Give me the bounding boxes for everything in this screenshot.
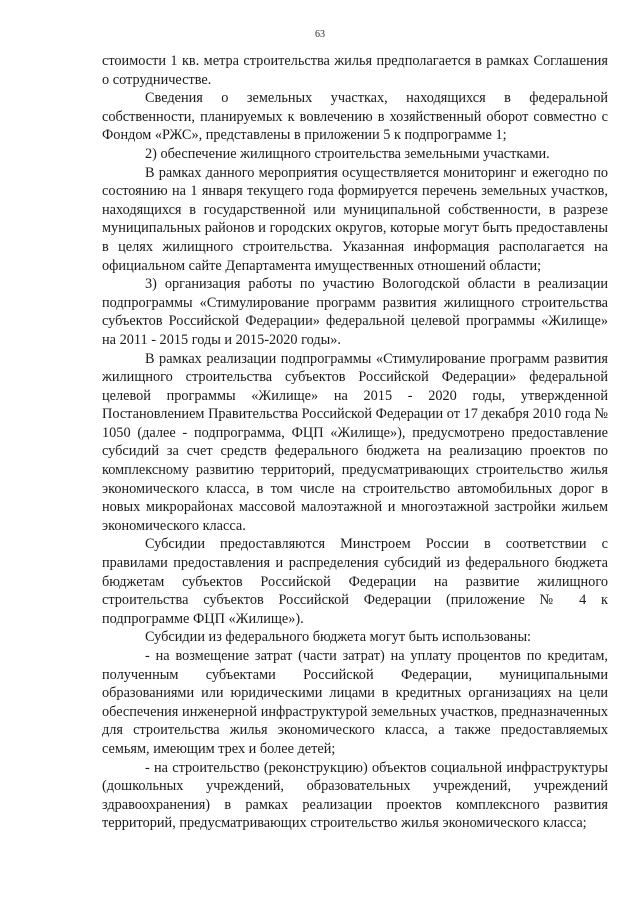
paragraph-8: Субсидии из федерального бюджета могут быть использованы: [145,629,532,646]
paragraph-2: Сведения о земельных участках, находящихся в федеральной собственности, планируемых к вовлечению в хозяйственный оборот совместно с Фондом «РЖС», представлены в приложении 5 к подпрограмме 1; [102,90,608,144]
paragraph-7: Субсидии предоставляются Минстроем России в соответствии с правилами предоставления и распределения субсидий из федерального бюджета бюджетам субъектов Российской Федерации на развитие жилищного строительства субъектов Российской Федерации (приложение № 4 к подпрограмме ФЦП «Жилище»). [102,536,608,627]
paragraph-6: В рамках реализации подпрограммы «Стимулирование программ развития жилищного строительства субъектов Российской Федерации» федеральной целевой программы «Жилище» на 2015 - 2020 годы, утвержденной Постановлением Правительства Российской Федерации от 17 декабря 2010 года № 1050 (далее - подпрограмма, ФЦП «Жилище»), предусмотрено предоставление субсидий за счет средств федерального бюджета на реализацию проектов по комплексному развитию территорий, предусматривающих строительство жилья экономического класса, в том числе на строительство автомобильных дорог в новых микрорайонах массовой малоэтажной и многоэтажной застройки жильем экономического класса. [102,350,608,534]
page-number: 63 [315,29,325,40]
paragraph-1: стоимости 1 кв. метра строительства жилья предполагается в рамках Соглашения о сотрудничестве. [102,53,608,88]
paragraph-4: В рамках данного мероприятия осуществляется мониторинг и ежегодно по состоянию на 1 января текущего года формируется перечень земельных участков, находящихся в государственной или муниципальной собственности, в разрезе муниципальных районов и городских округов, которые могут быть предоставлены в целях жилищного строительства. Указанная информация располагается на официальном сайте Департамента имущественных отношений области; [102,164,608,274]
paragraph-3: 2) обеспечение жилищного строительства земельными участками. [145,145,550,162]
paragraph-10: - на строительство (реконструкцию) объектов социальной инфраструктуры (дошкольных учреждений, образовательных учреждений, учреждений здравоохранения) в рамках реализации проектов комплексного развития территорий, предусматривающих строительство жилья экономического класса; [102,759,608,832]
paragraph-5: 3) организация работы по участию Вологодской области в реализации подпрограммы «Стимулирование программ развития жилищного строительства субъектов Российской Федерации» федеральной целевой программы «Жилище» на 2011 - 2015 годы и 2015-2020 годы». [102,276,608,348]
document-body [102,52,608,833]
paragraph-9: - на возмещение затрат (части затрат) на уплату процентов по кредитам, полученным субъектами Российской Федерации, муниципальными образованиями или юридическими лицами в кредитных организациях на цели обеспечения инженерной инфраструктурой земельных участков, предназначенных для строительства жилья экономического класса, а также предоставляемых семьям, имеющим трех и более детей; [102,648,608,757]
